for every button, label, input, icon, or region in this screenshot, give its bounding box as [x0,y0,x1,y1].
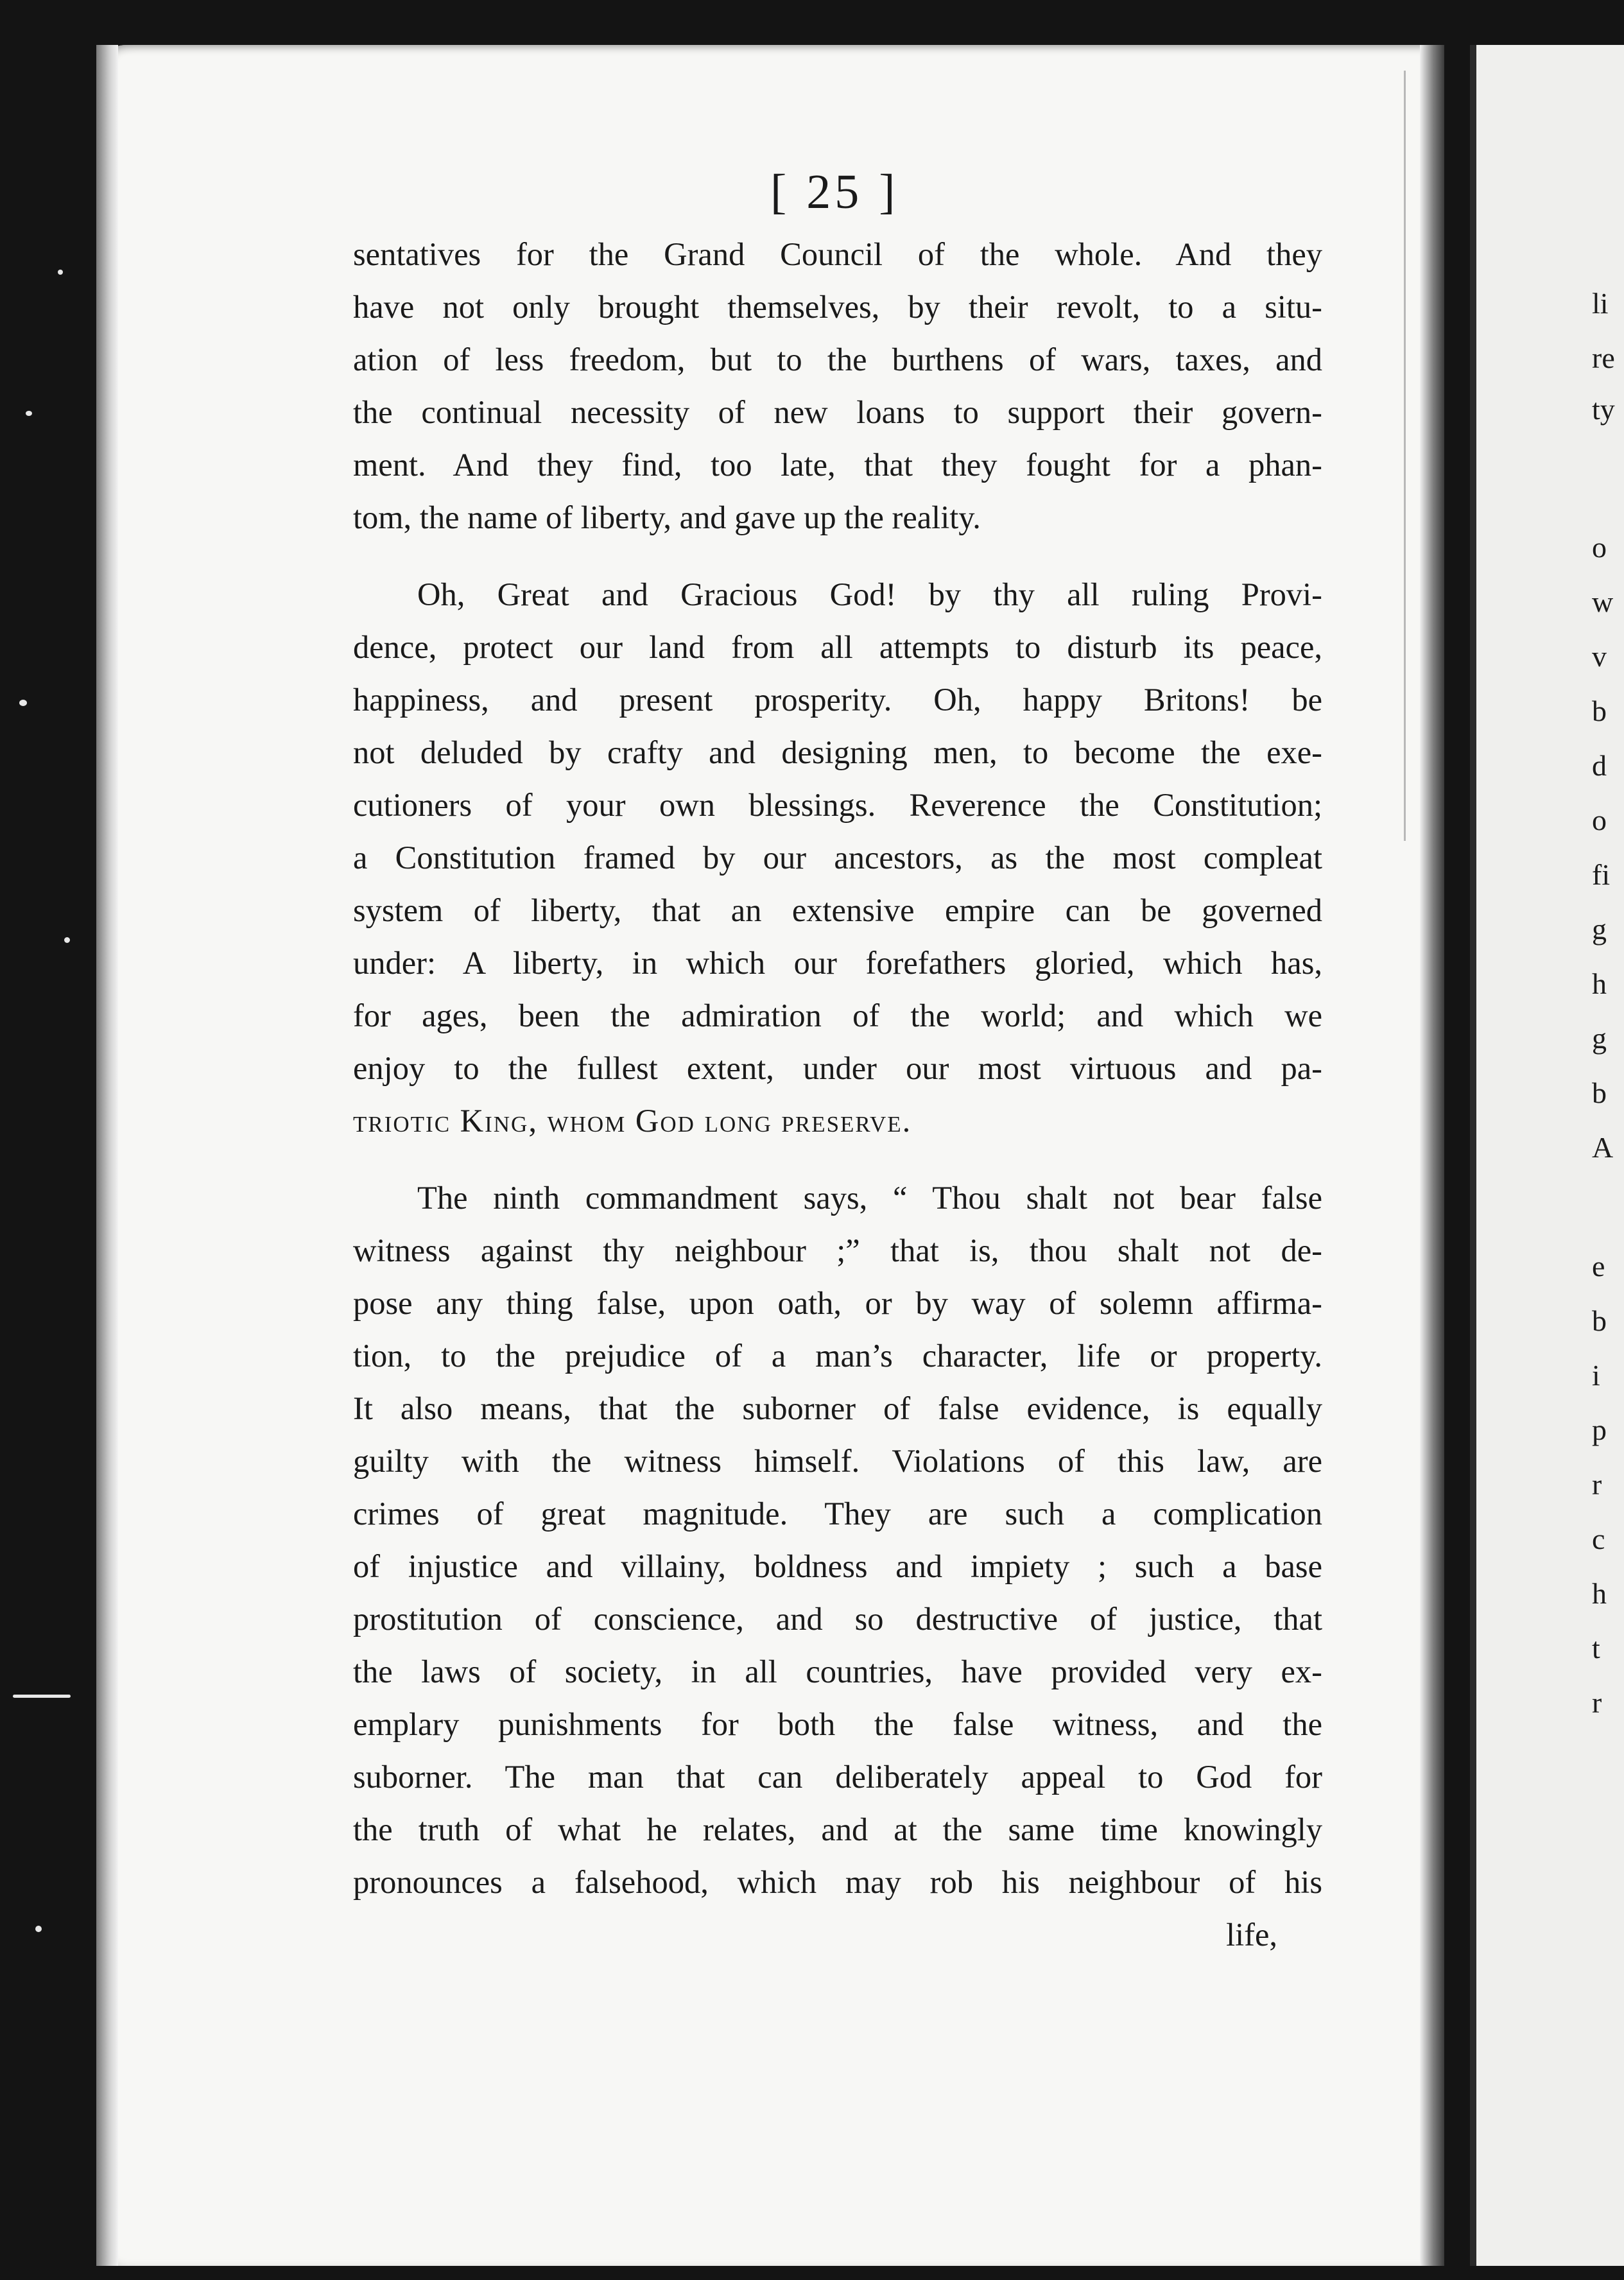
text-line: a Constitution framed by our ancestors, as the most compleat [353,840,1322,876]
facing-page-fragment: r [1592,1686,1602,1719]
body-text [353,228,1322,1961]
dust-speck [64,937,70,943]
facing-page-fragment: c [1592,1523,1605,1555]
text-line: guilty with the witness himself. Violations of this law, are [353,1443,1322,1479]
facing-page-fragment: fi [1592,858,1611,891]
book-gutter [1420,45,1444,2266]
facing-page-fragment: g [1592,913,1607,946]
paragraph-3 [353,1171,1322,1908]
text-line: ation of less freedom, but to the burthens of wars, taxes, and [353,341,1322,377]
facing-page-fragment: g [1592,1022,1607,1055]
text-line: dence, protect our land from all attempts to disturb its peace, [353,629,1322,665]
text-line: system of liberty, that an extensive empire can be governed [353,892,1322,928]
text-line: prostitution of conscience, and so destructive of justice, that [353,1601,1322,1637]
text-line: The ninth commandment says, “ Thou shalt not bear false [417,1180,1322,1216]
text-line: cutioners of your own blessings. Reverence the Constitution; [353,787,1322,823]
text-line: enjoy to the fullest extent, under our most virtuous and pa- [353,1050,1322,1086]
text-line: of injustice and villainy, boldness and impiety ; such a base [353,1548,1322,1584]
text-line: ment. And they find, too late, that they fought for a phan- [353,447,1322,483]
dust-speck [13,1695,71,1698]
text-line: Oh, Great and Gracious God! by thy all ruling Provi- [417,576,1322,612]
paragraph-1 [353,228,1322,544]
dust-speck [35,1926,42,1932]
facing-page-fragment: p [1592,1413,1607,1446]
text-line: the truth of what he relates, and at the same time knowingly [353,1811,1322,1847]
facing-page-fragment: v [1592,640,1607,673]
text-line: pose any thing false, upon oath, or by way of solemn affirma- [353,1285,1322,1321]
page-number: [ 25 ] [770,165,899,219]
facing-page-fragment: re [1592,341,1615,374]
facing-page-fragment: d [1592,749,1607,782]
text-line: under: A liberty, in which our forefathers gloried, which has, [353,945,1322,981]
gutter-fold-line [1404,71,1406,841]
text-line: crimes of great magnitude. They are such a complication [353,1496,1322,1532]
text-line: emplary punishments for both the false witness, and the [353,1706,1322,1742]
text-line: tom, the name of liberty, and gave up the reality. [353,499,981,535]
text-line: witness against thy neighbour ;” that is, thou shalt not de- [353,1232,1322,1268]
paragraph-2 [353,568,1322,1147]
facing-page-fragment: ty [1592,393,1615,426]
text-line: have not only brought themselves, by their revolt, to a situ- [353,289,1322,325]
text-line: It also means, that the suborner of false evidence, is equally [353,1390,1322,1426]
text-line: sentatives for the Grand Council of the whole. And they [353,236,1322,272]
dust-speck [58,270,63,275]
text-line: not deluded by crafty and designing men, to become the exe- [353,734,1322,770]
facing-page-fragment: li [1592,287,1609,320]
book-page-right-sliver [1470,45,1624,2266]
facing-page-fragment: t [1592,1632,1600,1664]
text-line: suborner. The man that can deliberately appeal to God for [353,1759,1322,1795]
text-line: the laws of society, in all countries, have provided very ex- [353,1654,1322,1689]
text-line: for ages, been the admiration of the world; and which we [353,998,1322,1033]
facing-page-fragment: h [1592,1577,1607,1610]
text-line: pronounces a falsehood, which may rob his neighbour of his [353,1864,1322,1900]
catchword: life, [1226,1917,1277,1953]
facing-page-fragment: o [1592,531,1607,564]
text-line: happiness, and present prosperity. Oh, happy Britons! be [353,682,1322,718]
page-edge-shadow [96,45,118,2266]
facing-page-fragment: b [1592,1304,1607,1337]
text-line: triotic King, whom God long preserve. [353,1103,912,1139]
facing-page-fragment: b [1592,1076,1607,1109]
facing-page-fragment: b [1592,695,1607,727]
dust-speck [26,411,32,416]
text-line: tion, to the prejudice of a man’s character, life or property. [353,1338,1322,1374]
facing-page-fragment: i [1592,1359,1600,1392]
facing-page-fragment: r [1592,1468,1602,1501]
facing-page-fragment: A [1592,1131,1614,1164]
facing-page-fragment: h [1592,967,1607,1000]
facing-page-fragment: w [1592,585,1614,618]
text-line: the continual necessity of new loans to support their govern- [353,394,1322,430]
facing-page-fragment: e [1592,1250,1605,1282]
dust-speck [19,700,27,706]
facing-page-fragment: o [1592,804,1607,836]
